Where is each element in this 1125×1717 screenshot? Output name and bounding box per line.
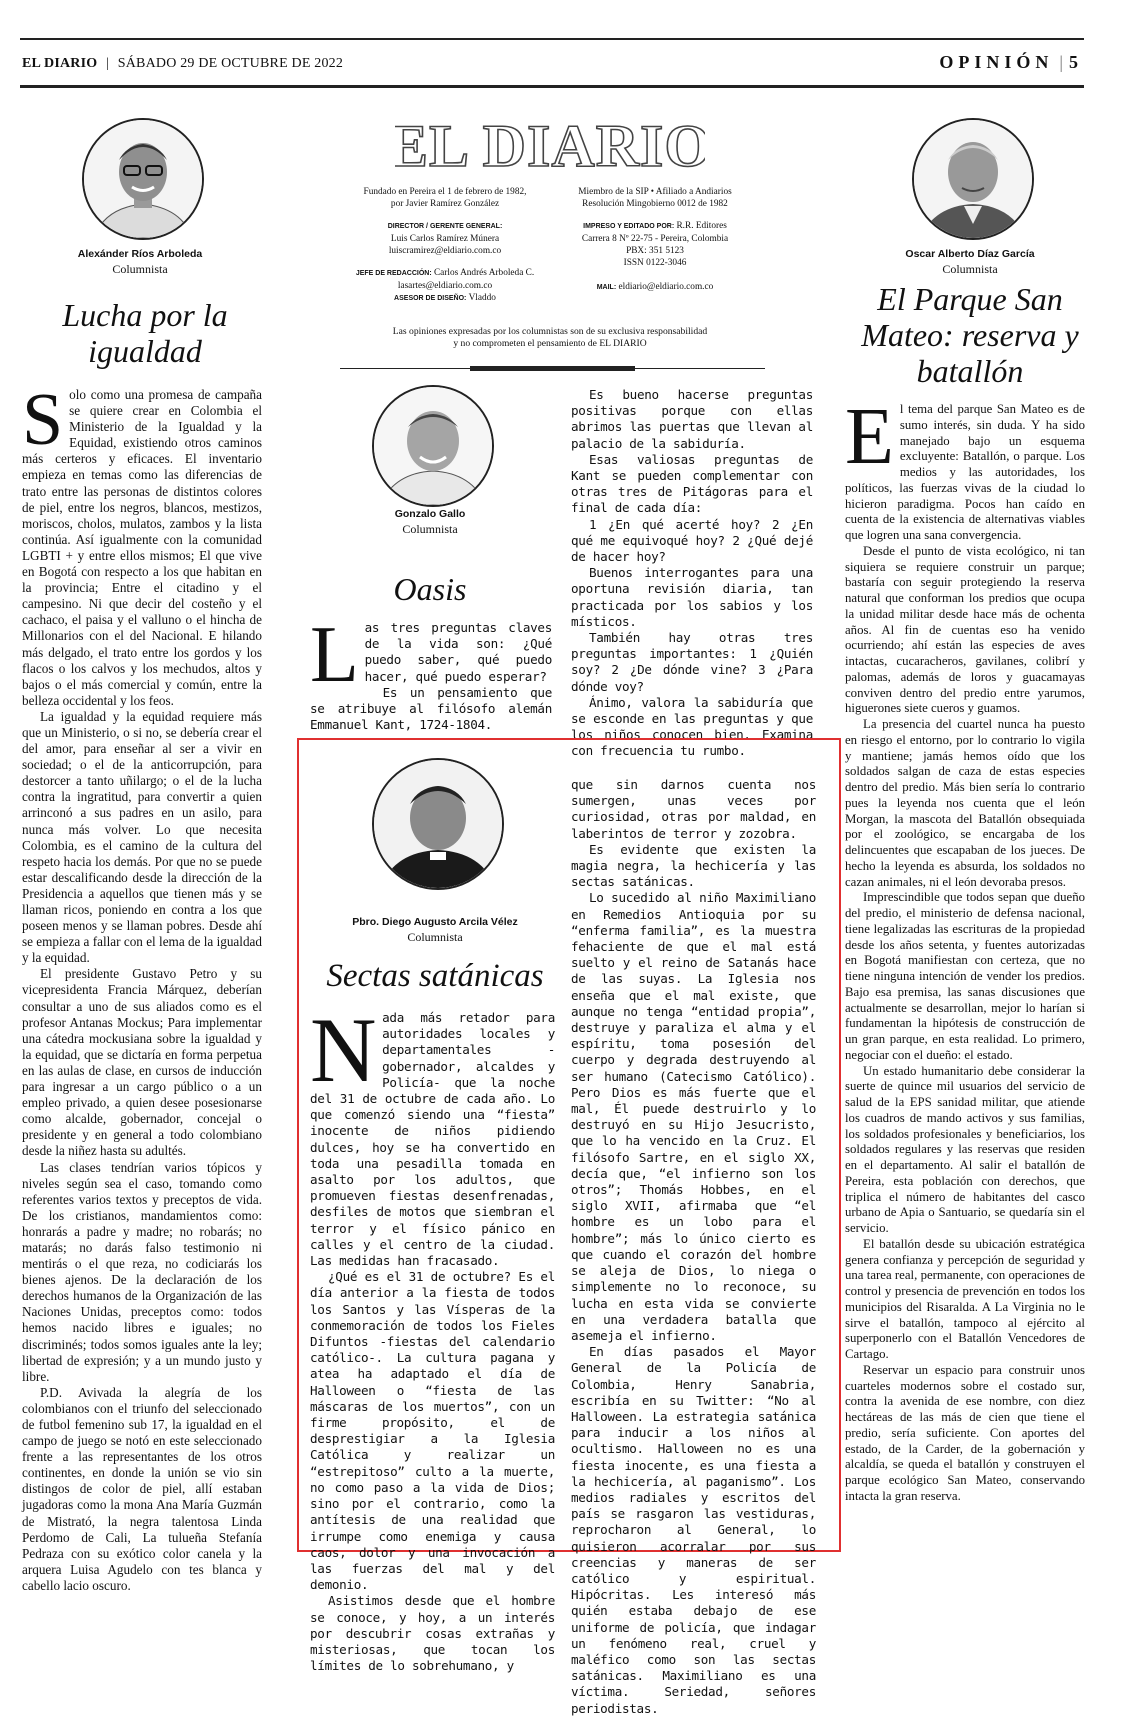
address: Carrera 8 Nº 22-75 - Pereira, Colombia — [581, 234, 729, 244]
paragraph: En días pasados el Mayor General de la Policía de Colombia, Henry Sanabria, escribía en su Twitter: “No al Halloween. La estrategia satánica para inducir a los niños al ocultismo. Halloween no es una fiesta inocente, es una fiesta a la hechicería, al paganismo”. Los medios radiales y escritos del país se rasgaron las vestiduras, reprocharon al General, lo quisieron acorralar por sus creencias y maneras de ser católico y espiritual. Hipócritas. Les interesó más quién estaba debajo de ese uniforme de policía, que indagar un fenómeno real, cruel y maléfico como son las sectas satánicas. Maximiliano es una víctima. Seriedad, señores periodistas. — [571, 1344, 816, 1716]
paragraph: Es evidente que existen la magia negra, la hechicería y las sectas satánicas. — [571, 841, 816, 890]
drop-cap: N — [310, 999, 377, 1101]
article-body-oasis-col1 — [310, 611, 552, 733]
author-photo-gallo — [372, 385, 494, 507]
paragraph: Desde el punto de vista ecológico, ni tan siquiera se requiere construir un parque; bastaría con seguir protegiendo la reserva natural que conforman los predios que ocupa la unidad militar desde hace más de ochenta años. Al fin de cuentas eso ha venido ocurriendo; ahí están las especies de aves intactas, cucaracheros, gavilanes, colibrí y palomas, además de loros y guacamayas conviven dentro del predio entre yarumos, higuerones siete cueros y guamos. — [845, 543, 1085, 716]
director-label: DIRECTOR / GERENTE GENERAL: — [387, 223, 503, 230]
masthead-info-left — [345, 186, 545, 305]
mail-label: MAIL: — [596, 284, 617, 291]
paragraph: Buenos interrogantes para una oportuna revisión diaria, tan practicada por los sabios y los místicos. — [571, 565, 813, 629]
paragraph: Asistimos desde que el hombre se conoce, y hoy, a un interés por descubrir cosas extrañas y misteriosas, que tocan los límites de lo sobrehumano, y — [310, 1593, 555, 1674]
paragraph: l tema del parque San Mateo es de sumo interés, sin duda. Y ha sido manejado bajo un esquema excluyente: Batallón, o parque. Los medios y las autoridades, los políticos, las fuerzas vivas de la ciudad lo hicieron paradigma. Pocos han caído en cuenta de la existencia de alternativas viables que logren una sana convergencia. — [845, 402, 1085, 542]
masthead-logo — [395, 112, 705, 176]
founded-line: por Javier Ramírez González — [390, 199, 500, 209]
paragraph: olo como una promesa de campaña se quiere crear en Colombia el Ministerio de la Igualdad y la Equidad, existiendo otros caminos más certeros y eficaces. El inventario empieza en temas como las diferencias de trato entre las personas de distintos colores de piel, entre los negros, blancos, mestizos, moriscos, cholos, mulatos, zambos y la lista continúa. Así igualmente con la comunidad LGBTI + y entre ellos mismos; El que vive en Bogotá con respecto a los que habitan en la provincia; Entre el citadino y el campesino. Ni que decir del costeño y el cachaco, el paisa y el valluno o el hincha de Millonarios con el del Nacional. E hilando más delgado, el trato entre los gordos y los flacos o los calvos y los mechudos, altos y bajos o el más comercial y común, entre la belleza occidental y los feos. — [22, 387, 262, 708]
paragraph: ada más retador para autoridades locales y departamentales -gobernador, alcaldes y Policía- que la noche del 31 de octubre de cada año. Lo que comenzó siendo una “fiesta” inocente de niños pidiendo dulces, hoy se ha convertido en toda una pesadilla tomada en asalto por los adultos, que promueven fiestas desenfrenadas, desfiles de motos que siembran el terror y el físico pánico en calles y el centro de la ciudad. Las medidas han fracasado. — [310, 1010, 555, 1269]
header-rule — [20, 85, 1084, 88]
article-body-igualdad — [22, 379, 262, 1594]
design-name: Vladdo — [468, 293, 496, 303]
article-body-oasis-col2 — [571, 387, 813, 760]
paragraph: Ánimo, valora la sabiduría que se esconde en las preguntas y que los niños conocen bien. Examina con frecuencia tu rumbo. — [571, 694, 813, 759]
article-body-san-mateo — [845, 393, 1085, 1505]
masthead-info-right — [555, 186, 755, 294]
founded-line: Fundado en Pereira el 1 de febrero de 1982, — [363, 187, 527, 197]
section-name: OPINIÓN — [939, 52, 1054, 72]
editor-label: JEFE DE REDACCIÓN: — [355, 270, 432, 277]
article-title: Lucha por la igualdad — [62, 297, 228, 369]
paragraph: Es bueno hacerse preguntas positivas porque con ellas abrimos las puertas que llevan al palacio de la sabiduría. — [571, 387, 813, 451]
paragraph: También hay otras tres preguntas importantes: 1 ¿Quién soy? 2 ¿De dónde vine? 3 ¿Para dónde voy? — [571, 630, 813, 694]
paragraph: Lo sucedido al niño Maximiliano en Remedios Antioquia por su “enferma familia”, es la muestra fehaciente de que el mal está suelto y el reino de Satanás hace de las suyas. La Iglesia nos enseña que el mal existe, que aunque no tenga “entidad propia”, destruye y paraliza el alma y el espíritu, toma posesión del cuerpo y degrada destruyendo al ser humano (Catecismo Católico). Pero Dios es más fuerte que el mal, Él puede destruirlo y lo destruyó en su Hijo Jesucristo, que lo ha vencido en la Cruz. El filósofo Sartre, en el siglo XX, decía que, “el infierno son los otros”; Thomás Hobbes, en el siglo XVII, afirmaba que “el hombre es un lobo para el hombre”; más lo único cierto es que cuando el corazón del hombre se aleja de Dios, lo niega o simplemente no lo reconoce, su lucha en esta vida se convierte en una verdadera batalla que asemeja el infierno. — [571, 890, 816, 1343]
author-role: Columnista — [112, 262, 168, 276]
editor-name: Carlos Andrés Arboleda C. — [433, 268, 535, 278]
member-line: Miembro de la SIP • Afiliado a Andiarios — [578, 187, 732, 197]
paragraph: La presencia del cuartel nunca ha puesto en riesgo el entorno, por lo contrario lo vigila y mantiene; jamás hemos oído que los soldados salgan de caza de estas especies dentro del predio. Más bien sería lo contrario pues la leyenda nos cuenta que el león Morgan, la mascota del Batallón obsequiada por el zoológico, se encargaba de los delincuentes que escapaban de los jueces. De hecho la leyenda es absurda, los soldados no cazan animales, ni el león devoraba presos. — [845, 717, 1085, 889]
author-role: Columnista — [402, 522, 458, 536]
disclaimer — [330, 326, 770, 350]
paragraph: Las clases tendrían varios tópicos y niveles según sea el caso, tomando como referentes varios textos y preceptos de vida. De los cristianos, mandamientos como: honrarás a padre y madre; no robarás; no matarás; no darás falso testimonio ni mentirás o el que reza, no codiciarás los bienes ajenos. De la declaración de los derechos humanos de la Organización de las Naciones Unidas, preceptos como: todos hemos nacido libres e iguales; no discriminés; todos somos iguales ante la ley; libertad de expresión; y a un mundo justo y libre. — [22, 1159, 262, 1384]
header-left — [22, 56, 343, 72]
paragraph: La igualdad y la equidad requiere más que un Ministerio, o si no, se debería crear el del amor, para enseñar al ser a vivir en sociedad; o el de la anticorrupción, para destorcer a tanto uñilargo; o el de la lucha contra la ingratitud, para convertir a quien arrinconó a sus padres en un asilo, para nunca más volver. Lo que necesita Colombia, es el camino de la cultura del respeto hacia los demás. Por que no se puede estar descalificando desde la dirección de la Presidencia a aquellos que tienen más y se llaman ricos, poniendo en contra a los que poseen menos y se llaman pobres. Desde ahí se empieza a fallar con el lema de la igualdad y la equidad. — [22, 708, 262, 966]
drop-cap: S — [22, 379, 64, 461]
paragraph: P.D. Avivada la alegría de los colombianos con el triunfo del seleccionado de futbol femenino sub 17, la igualdad en el campo de juego se notó en este seleccionado frente a las representantes de los otros continentes, en donde la unión se vio sin distingos de color de piel, allí estaban jugadoras como la mona Ana María Guzmán de Mistrató, la negra talentosa Linda Perdomo de Cali, La tulueña Stefanía Pedraza con su exótico color canela y la arquera Luisa Agudelo con tes blanca y cabello lacio oscuro. — [22, 1384, 262, 1593]
issue-date: SÁBADO 29 DE OCTUBRE DE 2022 — [117, 56, 344, 71]
article-body-sectas-col2 — [571, 777, 816, 1717]
author-name: Gonzalo Gallo — [394, 508, 466, 520]
author-name: Alexánder Ríos Arboleda — [77, 248, 203, 260]
issn: ISSN 0122-3046 — [623, 258, 687, 268]
director-name: Luis Carlos Ramírez Múnera — [390, 234, 500, 244]
drop-cap: L — [310, 611, 359, 699]
paragraph: ¿Qué es el 31 de octubre? Es el día anterior a la fiesta de todos los Santos y las Vísperas de la conmemoración de todos los Fieles Difuntos -fiestas del calendario católico-. La cultura pagana y atea ha adaptado el día de Halloween o “fiesta de las máscaras de los muertos”, con un firme propósito, el de desprestigiar a la Iglesia Católica y realizar un “estrepitoso” culto a la muerte, no como paso a la vida de Dios; sino por el contrario, como la antítesis de una realidad que irrumpe como enemiga y causa caos, dolor y una invocación a las fuerzas del mal y del demonio. — [310, 1269, 555, 1593]
pbx: PBX: 351 5123 — [626, 246, 684, 256]
paragraph: El batallón desde su ubicación estratégica genera confianza y percepción de seguridad y una tarea real, permanente, con operaciones de control y presencia de prevención en todos los municipios del Risaralda. A La Virginia no le sirve el batallón, tampoco al ejército al superponerlo con el Batallón Vencedores de Cartago. — [845, 1236, 1085, 1361]
disclaimer-line: y no comprometen el pensamiento de EL DIARIO — [453, 338, 647, 349]
author-photo-diaz — [912, 118, 1034, 240]
header-separator: | — [1059, 52, 1063, 72]
member-line: Resolución Mingobierno 0012 de 1982 — [582, 199, 728, 209]
paragraph: Es un pensamiento que se atribuye al filósofo alemán Emmanuel Kant, 1724-1804. — [310, 684, 552, 733]
paragraph: El presidente Gustavo Petro y su vicepresidenta Francia Márquez, deberían consultar a uno de sus aliados como es el profesor Antanas Mockus; Para implementar una cátedra mockusiana sobre la igualdad y la equidad, que se dictaría en forma perpetua en las aulas de clase, en cursos de inducción para ingresar a un cargo público o a un empleo privado, a quien desee posesionarse como alcalde, gobernador, concejal o presidente y en general a todo colombiano desde la niñez hasta su adultés. — [22, 966, 262, 1159]
paragraph: 1 ¿En qué acerté hoy? 2 ¿En qué me equivoqué hoy? 2 ¿Qué dejé de hacer hoy? — [571, 516, 813, 565]
header-right — [939, 52, 1083, 73]
director-email: luiscramirez@eldiario.com.co — [388, 246, 502, 256]
author-photo-arcila — [372, 758, 504, 890]
author-role: Columnista — [407, 930, 463, 944]
printed-label: IMPRESO Y EDITADO POR: — [583, 223, 675, 230]
paragraph: Reservar un espacio para construir unos cuarteles modernos sobre el costado sur, contra la avenida de ese nombre, con diez hectáreas de las más de cien que tiene el predio, sería suficiente. Con aportes del estado, de la Carder, de la gobernación y alcaldía, se queda el batallón y construyen el parque ecológico San Mateo, conservando intacta la gran reserva. — [845, 1362, 1085, 1503]
printed-name: R.R. Editores — [676, 221, 727, 231]
paper-name: EL DIARIO — [22, 56, 98, 71]
author-role: Columnista — [942, 262, 998, 276]
page-number: 5 — [1069, 52, 1083, 72]
top-rule — [20, 38, 1084, 40]
mail-address: eldiario@eldiario.com.co — [618, 282, 714, 292]
paragraph: Imprescindible que todos sepan que dueño del predio, el ministerio de defensa nacional, tiene legalizadas las escrituras de la propiedad desde los años setenta, y fuentes autorizadas en Bogotá manifiestan con certeza, que no tiene ninguna intención de vender los predios. Bajo esa premisa, las sanas discusiones que actualmente se desarrollan, mejor lo harían si fundamentan la hipótesis de construcción de un gran parque, en esta realidad. Lo primero, negociar con el dueño: el estado. — [845, 890, 1085, 1062]
drop-cap: E — [845, 393, 894, 481]
header-separator: | — [106, 56, 110, 71]
masthead-rule-bold — [470, 366, 635, 371]
paragraph: Esas valiosas preguntas de Kant se pueden complementar con otras tres de Pitágoras para el final de cada día: — [571, 451, 813, 516]
author-name: Pbro. Diego Augusto Arcila Vélez — [352, 916, 518, 928]
design-label: ASESOR DE DISEÑO: — [394, 295, 467, 302]
article-title: Oasis — [393, 571, 467, 607]
disclaimer-line: Las opiniones expresadas por los columnistas son de su exclusiva responsabilidad — [392, 326, 708, 337]
editor-email: lasartes@eldiario.com.co — [397, 281, 493, 291]
masthead-logo-text: EL DIARIO — [395, 113, 705, 176]
paragraph: as tres preguntas claves de la vida son: ¿Qué puedo saber, qué puedo hacer, qué puedo esperar? — [364, 620, 552, 684]
author-name: Oscar Alberto Díaz García — [905, 248, 1035, 260]
article-title: El Parque San Mateo: reserva y batallón — [861, 281, 1079, 389]
paragraph: Un estado humanitario debe considerar la suerte de quince mil usuarios del servicio de salud de la EPS sanidad militar, que atiende los cuadros de mando activos y sus familias, los soldados profesionales y beneficiarios, los soldados regulares y las reservas que residen en el departamento. Al salir el batallón de Pereira, esta población con derechos, que triplica el número de habitantes del casco urbano de Apia o Santuario, se quedaría sin el servicio. — [845, 1063, 1085, 1235]
article-body-sectas-col1 — [310, 999, 555, 1674]
author-photo-rios — [82, 118, 204, 240]
article-title: Sectas satánicas — [326, 958, 544, 994]
paragraph: que sin darnos cuenta nos sumergen, unas veces por curiosidad, otras por maldad, en laberintos de terror y zozobra. — [571, 777, 816, 841]
